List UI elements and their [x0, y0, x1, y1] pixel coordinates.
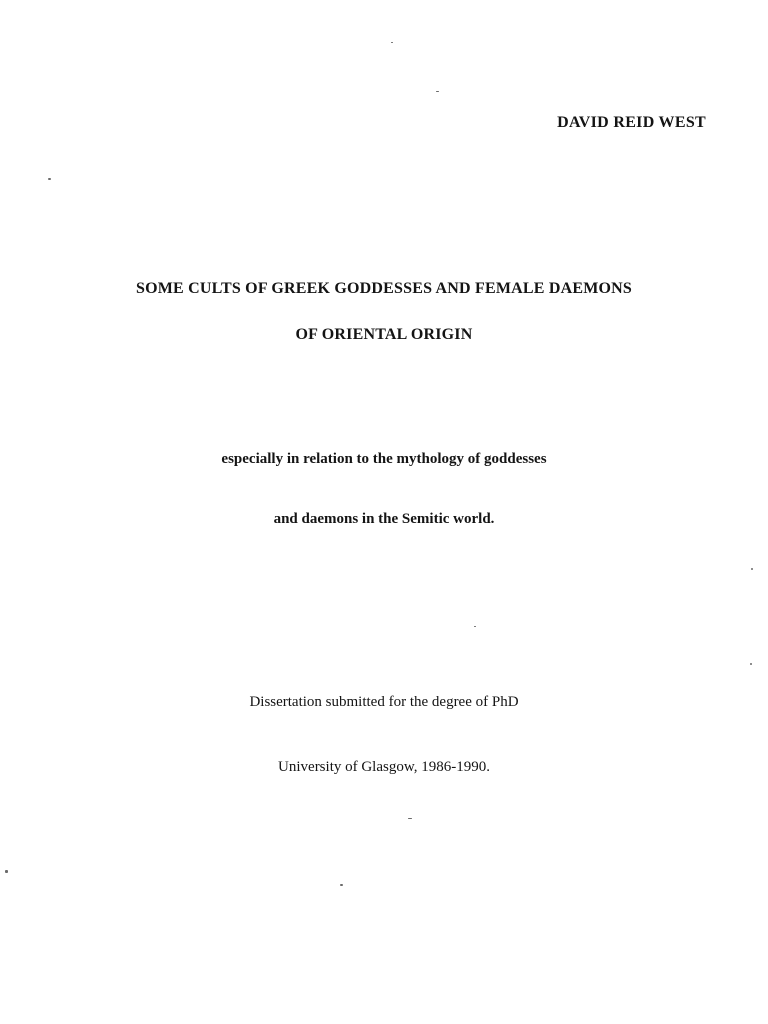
scan-speck: [751, 568, 753, 570]
subtitle-line-1: especially in relation to the mythology of goddesses: [221, 451, 547, 467]
scan-speck: [391, 42, 393, 43]
scan-speck: [436, 91, 439, 92]
thesis-title-line-1: SOME CULTS OF GREEK GODDESSES AND FEMALE DAEMONS: [135, 280, 633, 297]
institution-and-years: University of Glasgow, 1986-1990.: [278, 759, 490, 775]
submission-statement: Dissertation submitted for the degree of PhD: [249, 694, 519, 710]
scan-speck: [750, 663, 752, 665]
scan-speck: [474, 626, 476, 627]
scan-speck: [408, 818, 412, 819]
thesis-title-line-2: OF ORIENTAL ORIGIN: [295, 326, 473, 343]
subtitle-line-2: and daemons in the Semitic world.: [273, 511, 495, 527]
scan-speck: [5, 870, 8, 873]
scan-speck: [48, 178, 51, 180]
scan-speck: [340, 884, 343, 886]
author-name: DAVID REID WEST: [557, 114, 706, 131]
